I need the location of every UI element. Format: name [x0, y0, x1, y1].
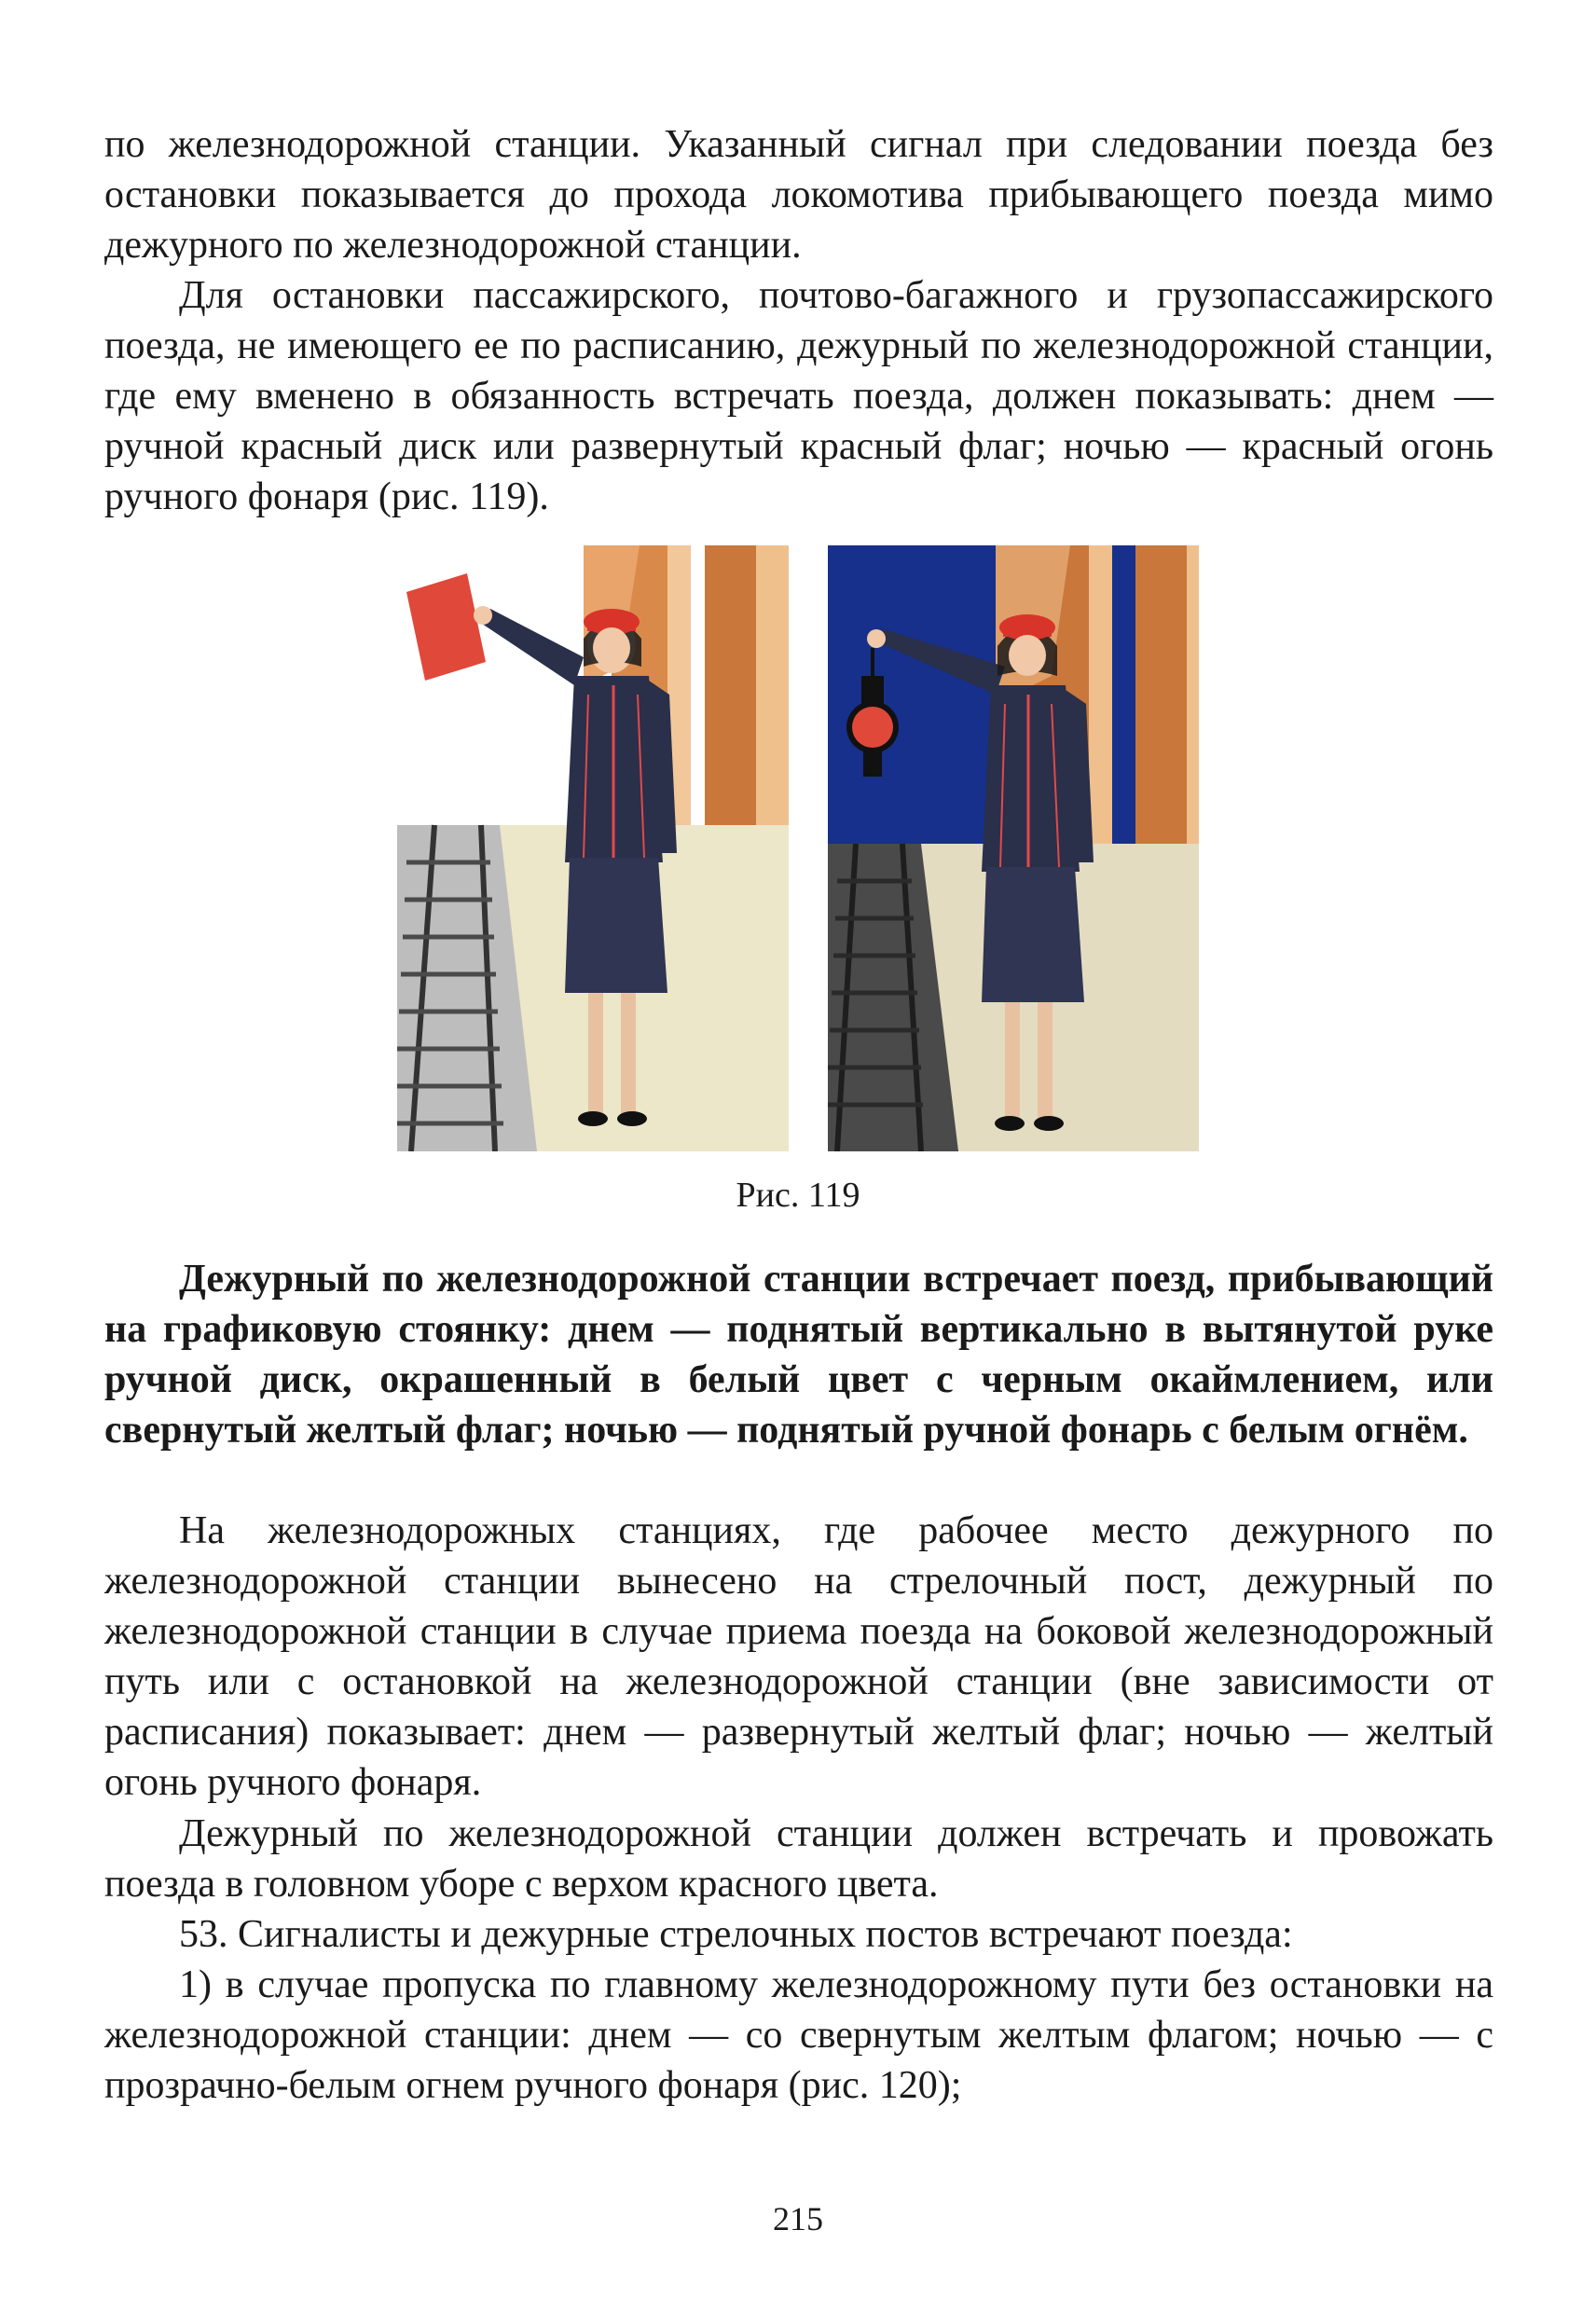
- paragraph-6: 53. Сигналисты и дежурные стрелочных постов встречают поезда:: [179, 1913, 1293, 1956]
- page-number: 215: [773, 2200, 823, 2237]
- figure-caption: Рис. 119: [736, 1176, 860, 1215]
- paragraph-3-bold: Дежурный по железнодорожной станции встречает поезд, прибывающий на графиковую стоянку: днем — поднятый вертикально в вытянутой руке ручной диск, окрашенный в белый цвет с черным окаймлением, или свернутый желтый флаг; ночью — поднятый ручной фонарь с белым огнём.: [104, 1258, 1493, 1452]
- night-signal-illustration: [828, 545, 1199, 1151]
- paragraph-7: 1) в случае пропуска по главному железнодорожному пути без остановки на железнодорожной станции: днем — со свернутым желтым флагом; ночью — с прозрачно-белым огнем ручного фонаря (рис. 120);: [104, 1963, 1493, 2107]
- paragraph-4: На железнодорожных станциях, где рабочее место дежурного по железнодорожной станции вынесено на стрелочный пост, дежурный по железнодорожной станции в случае приема поезда на боковой железнодорожный путь или с остановкой на железнодорожной станции (вне зависимости от расписания) показывает: днем — развернутый желтый флаг; ночью — желтый огонь ручного фонаря.: [104, 1509, 1493, 1804]
- paragraph-2: Для остановки пассажирского, почтово-багажного и грузопассажирского поезда, не имеющего ее по расписанию, дежурный по железнодорожной станции, где ему вменено в обязанность встречать поезда, должен показывать: днем — ручной красный диск или развернутый красный флаг; ночью — красный огонь ручного фонаря (рис. 119).: [104, 274, 1493, 518]
- figure-119: [397, 545, 1199, 1151]
- day-signal-illustration: [397, 545, 789, 1151]
- paragraph-1: по железнодорожной станции. Указанный сигнал при следовании поезда без остановки показывается до прохода локомотива прибывающего поезда мимо дежурного по железнодорожной станции.: [104, 123, 1493, 267]
- paragraph-5: Дежурный по железнодорожной станции должен встречать и провожать поезда в головном уборе с верхом красного цвета.: [104, 1812, 1493, 1906]
